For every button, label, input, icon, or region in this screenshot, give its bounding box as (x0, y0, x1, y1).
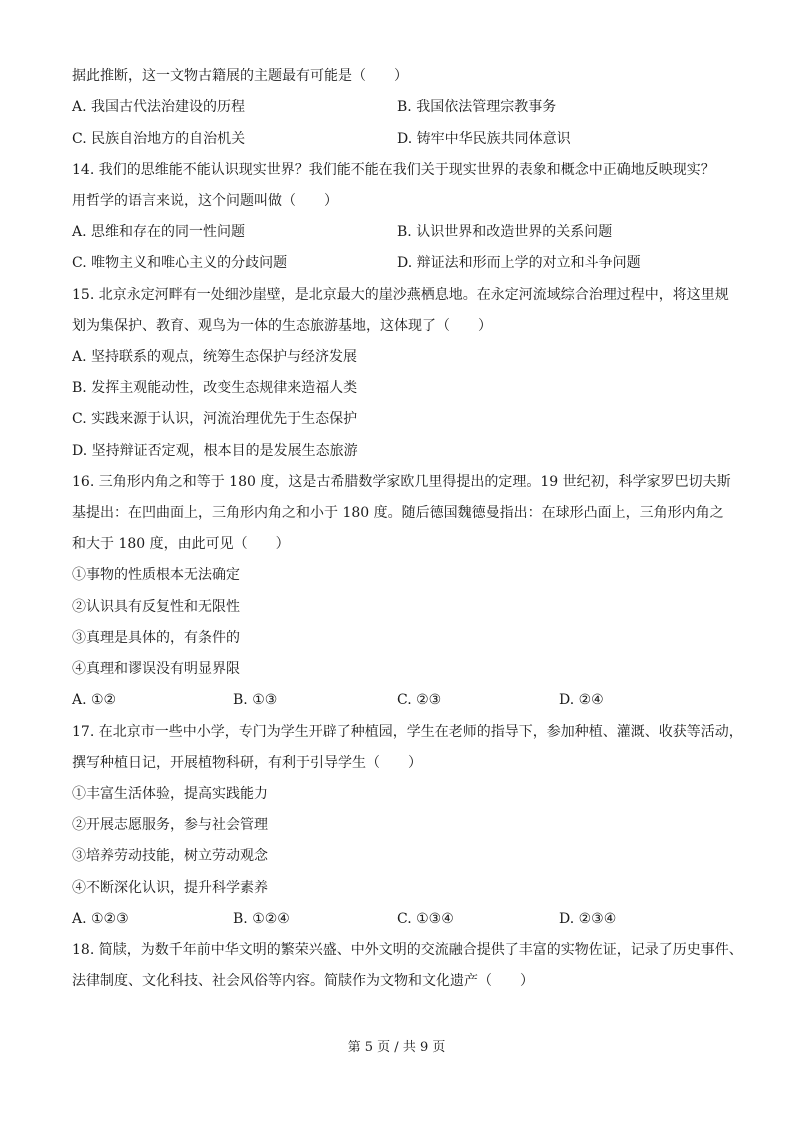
q15-option-d: D. 坚持辩证否定观，根本目的是发展生态旅游 (72, 443, 358, 459)
q13-stem-line: 据此推断，这一文物古籍展的主题最有可能是（ ） (72, 68, 408, 84)
q16-stem-line-3: 和大于 180 度，由此可见（ ） (72, 536, 290, 552)
q16-stem-line-2: 基提出：在凹曲面上，三角形内角之和小于 180 度。随后德国魏德曼指出：在球形凸面上，三角形内角之 (72, 505, 724, 521)
q15-option-c: C. 实践来源于认识，河流治理优先于生态保护 (72, 411, 358, 427)
q16-item-1: ①事物的性质根本无法确定 (72, 567, 240, 583)
q17-stem-line-2: 撰写种植日记，开展植物科研，有利于引导学生（ ） (72, 755, 422, 771)
q16-option-c: C. ②③ (397, 692, 442, 708)
q14-option-b: B. 认识世界和改造世界的关系问题 (397, 224, 613, 240)
q15-option-b: B. 发挥主观能动性，改变生态规律来造福人类 (72, 380, 358, 396)
q16-option-d: D. ②④ (559, 692, 604, 708)
q16-stem-line-1: 16. 三角形内角之和等于 180 度，这是古希腊数学家欧几里得提出的定理。19 世纪初，科学家罗巴切夫斯 (72, 474, 731, 490)
q17-item-2: ②开展志愿服务，参与社会管理 (72, 817, 268, 833)
q13-option-a: A. 我国古代法治建设的历程 (72, 99, 246, 115)
q16-option-a: A. ①② (72, 692, 117, 708)
q14-stem-line-2: 用哲学的语言来说，这个问题叫做（ ） (72, 193, 338, 209)
q18-stem-line-1: 18. 简牍，为数千年前中华文明的繁荣兴盛、中外文明的交流融合提供了丰富的实物佐证，记录了历史事件、 (72, 942, 743, 958)
q17-option-a: A. ①②③ (72, 911, 129, 927)
q13-option-b: B. 我国依法管理宗教事务 (397, 99, 557, 115)
q17-item-3: ③培养劳动技能，树立劳动观念 (72, 848, 268, 864)
q17-stem-line-1: 17. 在北京市一些中小学，专门为学生开辟了种植园，学生在老师的指导下，参加种植、灌溉、收获等活动， (72, 724, 743, 740)
q13-option-c: C. 民族自治地方的自治机关 (72, 131, 246, 147)
q17-item-4: ④不断深化认识，提升科学素养 (72, 880, 268, 896)
q14-stem-line-1: 14. 我们的思维能不能认识现实世界？我们能不能在我们关于现实世界的表象和概念中正确地反映现实？ (72, 162, 715, 178)
q17-option-c: C. ①③④ (397, 911, 454, 927)
q16-item-2: ②认识具有反复性和无限性 (72, 599, 240, 615)
q16-option-b: B. ①③ (233, 692, 278, 708)
q17-option-b: B. ①②④ (233, 911, 290, 927)
q17-option-d: D. ②③④ (559, 911, 617, 927)
q15-option-a: A. 坚持联系的观点，统筹生态保护与经济发展 (72, 349, 358, 365)
q17-item-1: ①丰富生活体验，提高实践能力 (72, 786, 268, 802)
page-footer: 第 5 页 / 共 9 页 (347, 1040, 446, 1055)
q14-option-d: D. 辩证法和形而上学的对立和斗争问题 (397, 255, 641, 271)
q16-item-3: ③真理是具体的，有条件的 (72, 630, 240, 646)
q15-stem-line-1: 15. 北京永定河畔有一处细沙崖壁，是北京最大的崖沙燕栖息地。在永定河流域综合治理过程中，将这里规 (72, 287, 729, 303)
q18-stem-line-2: 法律制度、文化科技、社会风俗等内容。简牍作为文物和文化遗产（ ） (72, 973, 534, 989)
q13-option-d: D. 铸牢中华民族共同体意识 (397, 131, 571, 147)
q14-option-c: C. 唯物主义和唯心主义的分歧问题 (72, 255, 288, 271)
q16-item-4: ④真理和谬误没有明显界限 (72, 661, 240, 677)
q15-stem-line-2: 划为集保护、教育、观鸟为一体的生态旅游基地，这体现了（ ） (72, 318, 492, 334)
q14-option-a: A. 思维和存在的同一性问题 (72, 224, 246, 240)
